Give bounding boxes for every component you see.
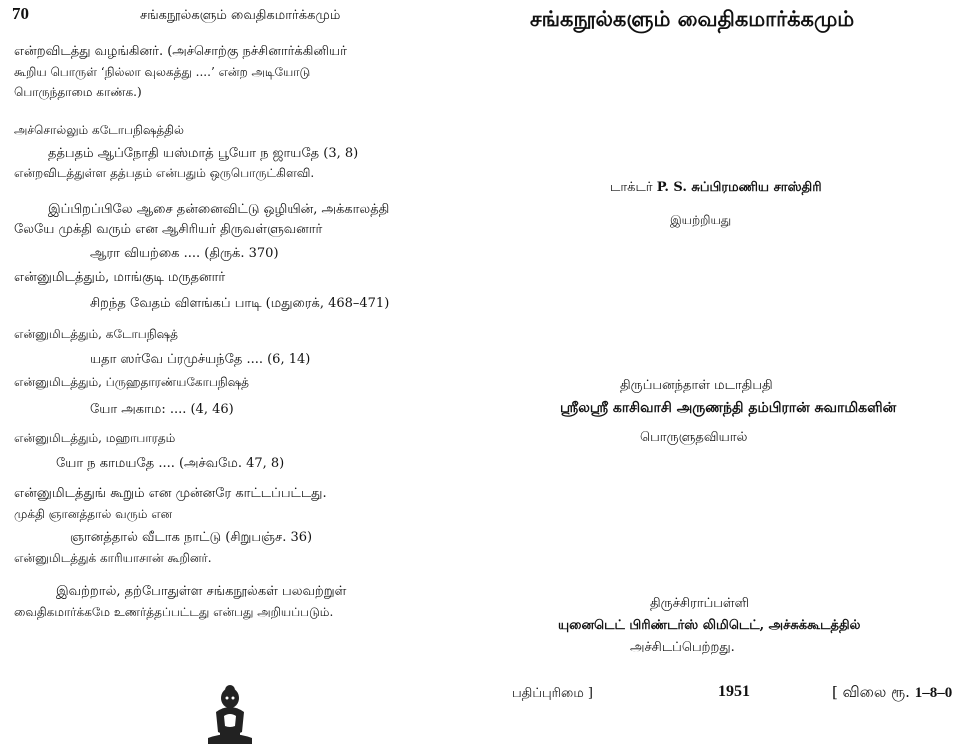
price-label: [ விலை ரூ. <box>832 683 910 701</box>
printer-line: யுனைடெட் பிரிண்டர்ஸ் லிமிடெட், அச்சுக்கூடத்தில் <box>558 618 861 633</box>
body-line: முக்தி ஞானத்தால் வரும் என <box>14 507 173 521</box>
author-name: P. S. சுப்பிரமணிய சாஸ்திரி <box>656 180 822 195</box>
quote-line: ஞானத்தால் வீடாக நாட்டு (சிறுபஞ்ச. 36) <box>70 530 313 545</box>
left-page <box>0 0 480 756</box>
printed-line: அச்சிடப்பெற்றது. <box>630 640 735 655</box>
quote-line: தத்பதம் ஆப்நோதி யஸ்மாத் பூயோ ந ஜாயதே (3, 8) <box>48 146 359 161</box>
patron-line: திருப்பனந்தாள் மடாதிபதி <box>620 378 773 393</box>
page-number: 70 <box>12 4 29 23</box>
quote-line: யோ அகாம: .... (4, 46) <box>90 402 234 417</box>
body-line: அச்சொல்லும் கடோபநிஷத்தில் <box>14 123 184 137</box>
body-line: என்னுமிடத்துக் காரியாசான் கூறினர். <box>14 551 212 565</box>
body-line: லேயே முக்தி வரும் என ஆசிரியர் திருவள்ளுவனார் <box>14 222 323 237</box>
body-line: என்னுமிடத்துங் கூறும் என முன்னரே காட்டப்பட்டது. <box>14 486 327 501</box>
copyright-label: பதிப்புரிமை ] <box>512 686 593 701</box>
patron-name: ஸ்ரீலஸ்ரீ காசிவாசி அருணந்தி தம்பிரான் சுவாமிகளின் <box>560 400 897 416</box>
body-line: இப்பிறப்பிலே ஆசை தன்னைவிட்டு ஒழியின், அக்காலத்தி <box>48 202 390 217</box>
body-line: என்னுமிடத்தும், மஹாபாரதம் <box>14 431 176 445</box>
author-line <box>610 180 822 196</box>
quote-line: ஆரா வியற்கை .... (திருக். 370) <box>90 246 279 261</box>
body-line: கூறிய பொருள் ‘நில்லா வுலகத்து ....’ என்ற அடியோடு <box>14 65 311 79</box>
body-line: பொருந்தாமை காண்க.) <box>14 85 142 99</box>
quote-line: யோ ந காமயதே .... (அச்வமே. 47, 8) <box>56 456 285 471</box>
patron-line: பொருளுதவியால் <box>640 430 748 445</box>
body-line: என்னுமிடத்தும், ப்ருஹதாரண்யகோபநிஷத் <box>14 375 249 389</box>
book-title: சங்கநூல்களும் வைதிகமார்க்கமும் <box>530 6 855 31</box>
price-line <box>832 684 952 701</box>
price-value: 1–8–0 <box>914 685 953 701</box>
author-prefix: டாக்டர் <box>610 180 653 195</box>
body-line: என்றவிடத்து வழங்கினர். (அச்சொற்கு நச்சினார்க்கினியர் <box>14 44 347 59</box>
body-line: என்றவிடத்துள்ள தத்பதம் என்பதும் ஒருபொருட்கிளவி. <box>14 166 315 180</box>
publication-city: திருச்சிராப்பள்ளி <box>650 596 750 611</box>
author-role: இயற்றியது <box>670 213 732 227</box>
body-line: என்னுமிடத்தும், கடோபநிஷத் <box>14 327 178 341</box>
quote-line: யதா ஸர்வே ப்ரமுச்யந்தே .... (6, 14) <box>90 352 311 367</box>
right-page <box>490 0 978 756</box>
body-line: என்னுமிடத்தும், மாங்குடி மருதனார் <box>14 270 226 285</box>
running-head: சங்கநூல்களும் வைதிகமார்க்கமும் <box>140 8 341 23</box>
quote-line: சிறந்த வேதம் விளங்கப் பாடி (மதுரைக், 468–471) <box>90 296 390 311</box>
body-line: வைதிகமார்க்கமே உணர்த்தப்பட்டது என்பது அறியப்படும். <box>14 605 334 619</box>
publication-year: 1951 <box>718 683 750 700</box>
ornament-icon <box>200 682 260 746</box>
body-line: இவற்றால், தற்போதுள்ள சங்கநூல்கள் பலவற்றுள் <box>56 584 347 599</box>
